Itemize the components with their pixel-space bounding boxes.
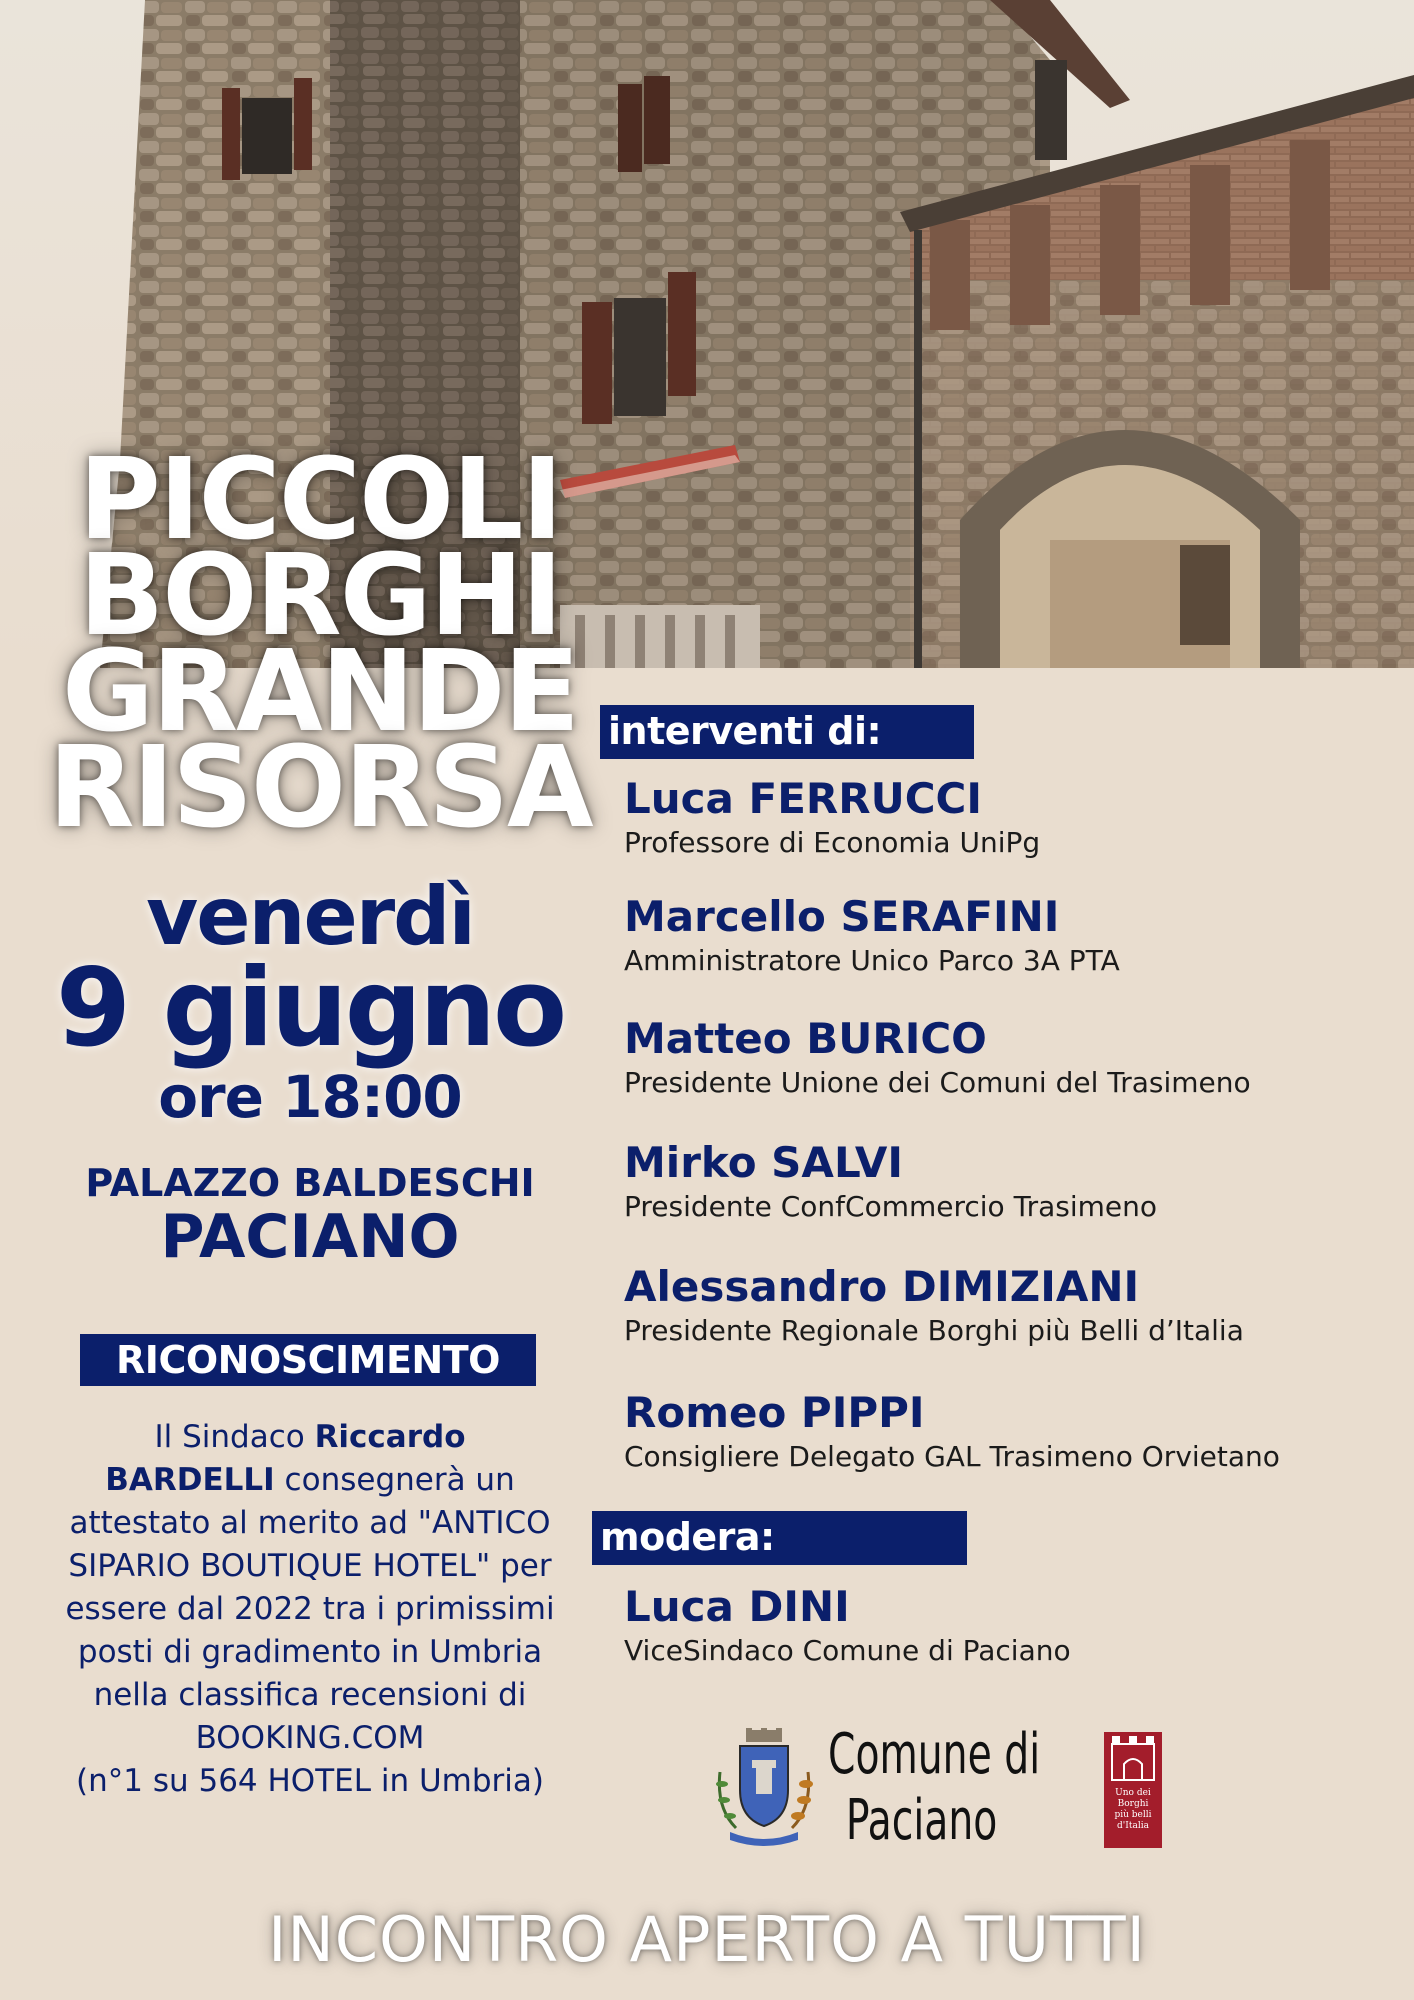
comune-name — [828, 1722, 1041, 1854]
title-line: RISORSA — [48, 723, 592, 853]
coat-of-arms-icon — [710, 1728, 818, 1850]
speakers-label: interventi di: — [600, 705, 974, 759]
speaker-item — [624, 1014, 1404, 1102]
speaker-role: Amministratore Unico Parco 3A PTA — [624, 944, 1120, 977]
moderator-role: ViceSindaco Comune di Paciano — [624, 1634, 1071, 1667]
speaker-item — [624, 774, 1404, 862]
speaker-role: Consigliere Delegato GAL Trasimeno Orvietano — [624, 1440, 1280, 1473]
open-event-banner: INCONTRO APERTO A TUTTI — [268, 1903, 1146, 1976]
mayor-last-name: BARDELLI — [105, 1462, 275, 1498]
speaker-item — [624, 1388, 1404, 1476]
speaker-role: Presidente ConfCommercio Trasimeno — [624, 1190, 1157, 1223]
speaker-item — [624, 1138, 1404, 1226]
comune-name-line: Paciano — [845, 1788, 998, 1853]
comune-name-line: Comune di — [828, 1722, 1041, 1787]
comune-logo — [710, 1722, 1170, 1856]
speaker-name: Luca FERRUCCI — [624, 774, 982, 823]
event-date: 9 giugno — [55, 946, 565, 1071]
badge-caption-line: Borghi — [1117, 1799, 1149, 1809]
moderator-label: modera: — [592, 1511, 967, 1565]
event-time: ore 18:00 — [158, 1063, 462, 1131]
event-venue — [40, 1160, 580, 1272]
recognition-text-part: Il Sindaco — [154, 1419, 315, 1455]
speaker-name: Mirko SALVI — [624, 1138, 904, 1187]
recognition-note: (n°1 su 564 HOTEL in Umbria) — [76, 1763, 544, 1799]
event-day: venerdì — [146, 870, 474, 963]
event-datetime — [40, 870, 580, 1132]
badge-caption — [1104, 1788, 1162, 1832]
moderator-name: Luca DINI — [624, 1582, 850, 1631]
borghi-badge — [1104, 1732, 1162, 1848]
badge-caption-line: Uno dei — [1115, 1788, 1151, 1798]
recognition-label: RICONOSCIMENTO — [80, 1334, 536, 1386]
speaker-role: Presidente Unione dei Comuni del Trasimeno — [624, 1066, 1251, 1099]
moderator-item — [624, 1582, 1404, 1670]
venue-town: PACIANO — [160, 1202, 460, 1272]
speaker-role: Professore di Economia UniPg — [624, 826, 1041, 859]
speaker-name: Alessandro DIMIZIANI — [624, 1262, 1140, 1311]
speaker-name: Romeo PIPPI — [624, 1388, 925, 1437]
speaker-role: Presidente Regionale Borghi più Belli d’Italia — [624, 1314, 1244, 1347]
title-line: BORGHI — [78, 531, 562, 661]
title-line: PICCOLI — [78, 435, 562, 565]
speaker-name: Marcello SERAFINI — [624, 892, 1060, 941]
speaker-item — [624, 892, 1404, 980]
speaker-item — [624, 1262, 1404, 1350]
recognition-text-part: consegnerà un attestato al merito ad "ANTICO SIPARIO BOUTIQUE HOTEL" per essere dal 2022 tra i primissimi posti di gradimento in Umbria nella classifica recensioni di BOOKING.COM — [65, 1462, 555, 1756]
speaker-name: Matteo BURICO — [624, 1014, 987, 1063]
mayor-first-name: Riccardo — [314, 1419, 466, 1455]
badge-caption-line: più belli — [1114, 1810, 1152, 1820]
badge-caption-line: d'Italia — [1117, 1821, 1149, 1831]
recognition-text — [40, 1416, 580, 1803]
venue-name: PALAZZO BALDESCHI — [85, 1161, 535, 1205]
castle-tower-icon — [1104, 1732, 1162, 1788]
event-title — [40, 435, 600, 853]
title-line: GRANDE — [61, 627, 579, 757]
